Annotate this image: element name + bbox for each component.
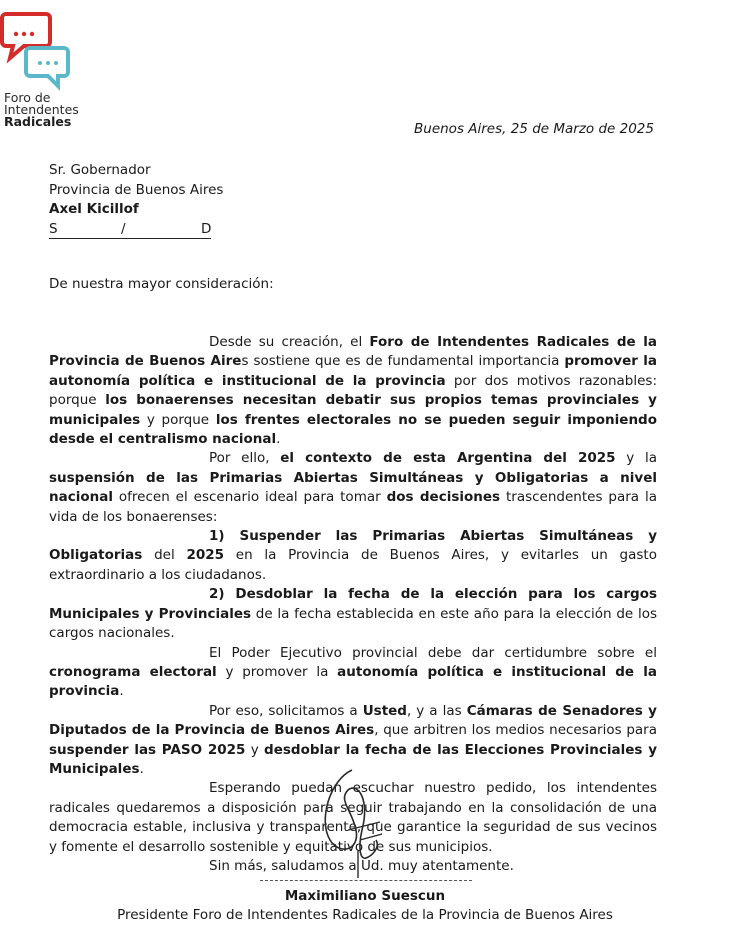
- foro-logo: [0, 6, 90, 129]
- speech-bubbles-icon: [0, 6, 80, 92]
- paragraph-3: 1) Suspender las Primarias Abiertas Simultáneas y Obligatorias del 2025 en la Provincia de Buenos Aires, y evitarles un gasto extraordinario a los ciudadanos.: [49, 528, 657, 583]
- paragraph-2: Por ello, el contexto de esta Argentina del 2025 y la suspensión de las Primarias Abiertas Simultáneas y Obligatorias a nivel nacional ofrecen el escenario ideal para tomar dos decisiones trascendentes para la vida de los bonaerenses:: [49, 450, 657, 525]
- paragraph-7: Esperando puedan escuchar nuestro pedido, los intendentes radicales quedaremos a disposición para seguir trabajando en la consolidación de una democracia estable, inclusiva y transparente, que garantice la seguridad de sus vecinos y fomente el desarrollo sostenible y equitativo de sus municipios.: [49, 780, 657, 855]
- signer-role: Presidente Foro de Intendentes Radicales de la Provincia de Buenos Aires: [117, 907, 613, 923]
- sd-slash: /: [121, 220, 126, 237]
- letter-date: Buenos Aires, 25 de Marzo de 2025: [414, 121, 654, 137]
- handwritten-signature: [300, 760, 420, 880]
- sd-s: S: [49, 220, 58, 237]
- sd-d: D: [201, 220, 212, 237]
- paragraph-1: Desde su creación, el Foro de Intendentes Radicales de la Provincia de Buenos Aires sostiene que es de fundamental importancia promover la autonomía política e institucional de la provincia por dos motivos razonables: porque los bonaerenses necesitan debatir sus propios temas provinciales y municipales y porque los frentes electorales no se pueden seguir imponiendo desde el centralismo nacional.: [49, 334, 657, 448]
- paragraph-6: Por eso, solicitamos a Usted, y a las Cámaras de Senadores y Diputados de la Provincia de Buenos Aires, que arbitren los medios necesarios para suspender las PASO 2025 y desdoblar la fecha de las Elecciones Provinciales y Municipales.: [49, 702, 657, 777]
- signer-name: Maximiliano Suescun: [284, 888, 446, 904]
- su-despacho-line: [49, 220, 211, 239]
- recipient-name: Axel Kicillof: [49, 201, 139, 217]
- recipient-province: Provincia de Buenos Aires: [49, 181, 224, 198]
- logo-line-2: Intendentes: [4, 102, 79, 117]
- paragraph-closing: Sin más, saludamos a Ud. muy atentamente.: [209, 857, 514, 874]
- recipient-title: Sr. Gobernador: [49, 162, 151, 178]
- logo-line-3: Radicales: [4, 114, 72, 129]
- paragraph-4: 2) Desdoblar la fecha de la elección para los cargos Municipales y Provinciales de la fecha establecida en este año para la elección de los cargos nacionales.: [49, 586, 657, 642]
- logo-line-1: Foro de: [4, 90, 51, 105]
- greeting: De nuestra mayor consideración:: [49, 276, 274, 292]
- recipient-block: [49, 161, 223, 239]
- signature-line: [260, 880, 472, 881]
- paragraph-5: El Poder Ejecutivo provincial debe dar certidumbre sobre el cronograma electoral y promover la autonomía política e institucional de la provincia.: [49, 644, 657, 700]
- logo-text: [4, 92, 79, 128]
